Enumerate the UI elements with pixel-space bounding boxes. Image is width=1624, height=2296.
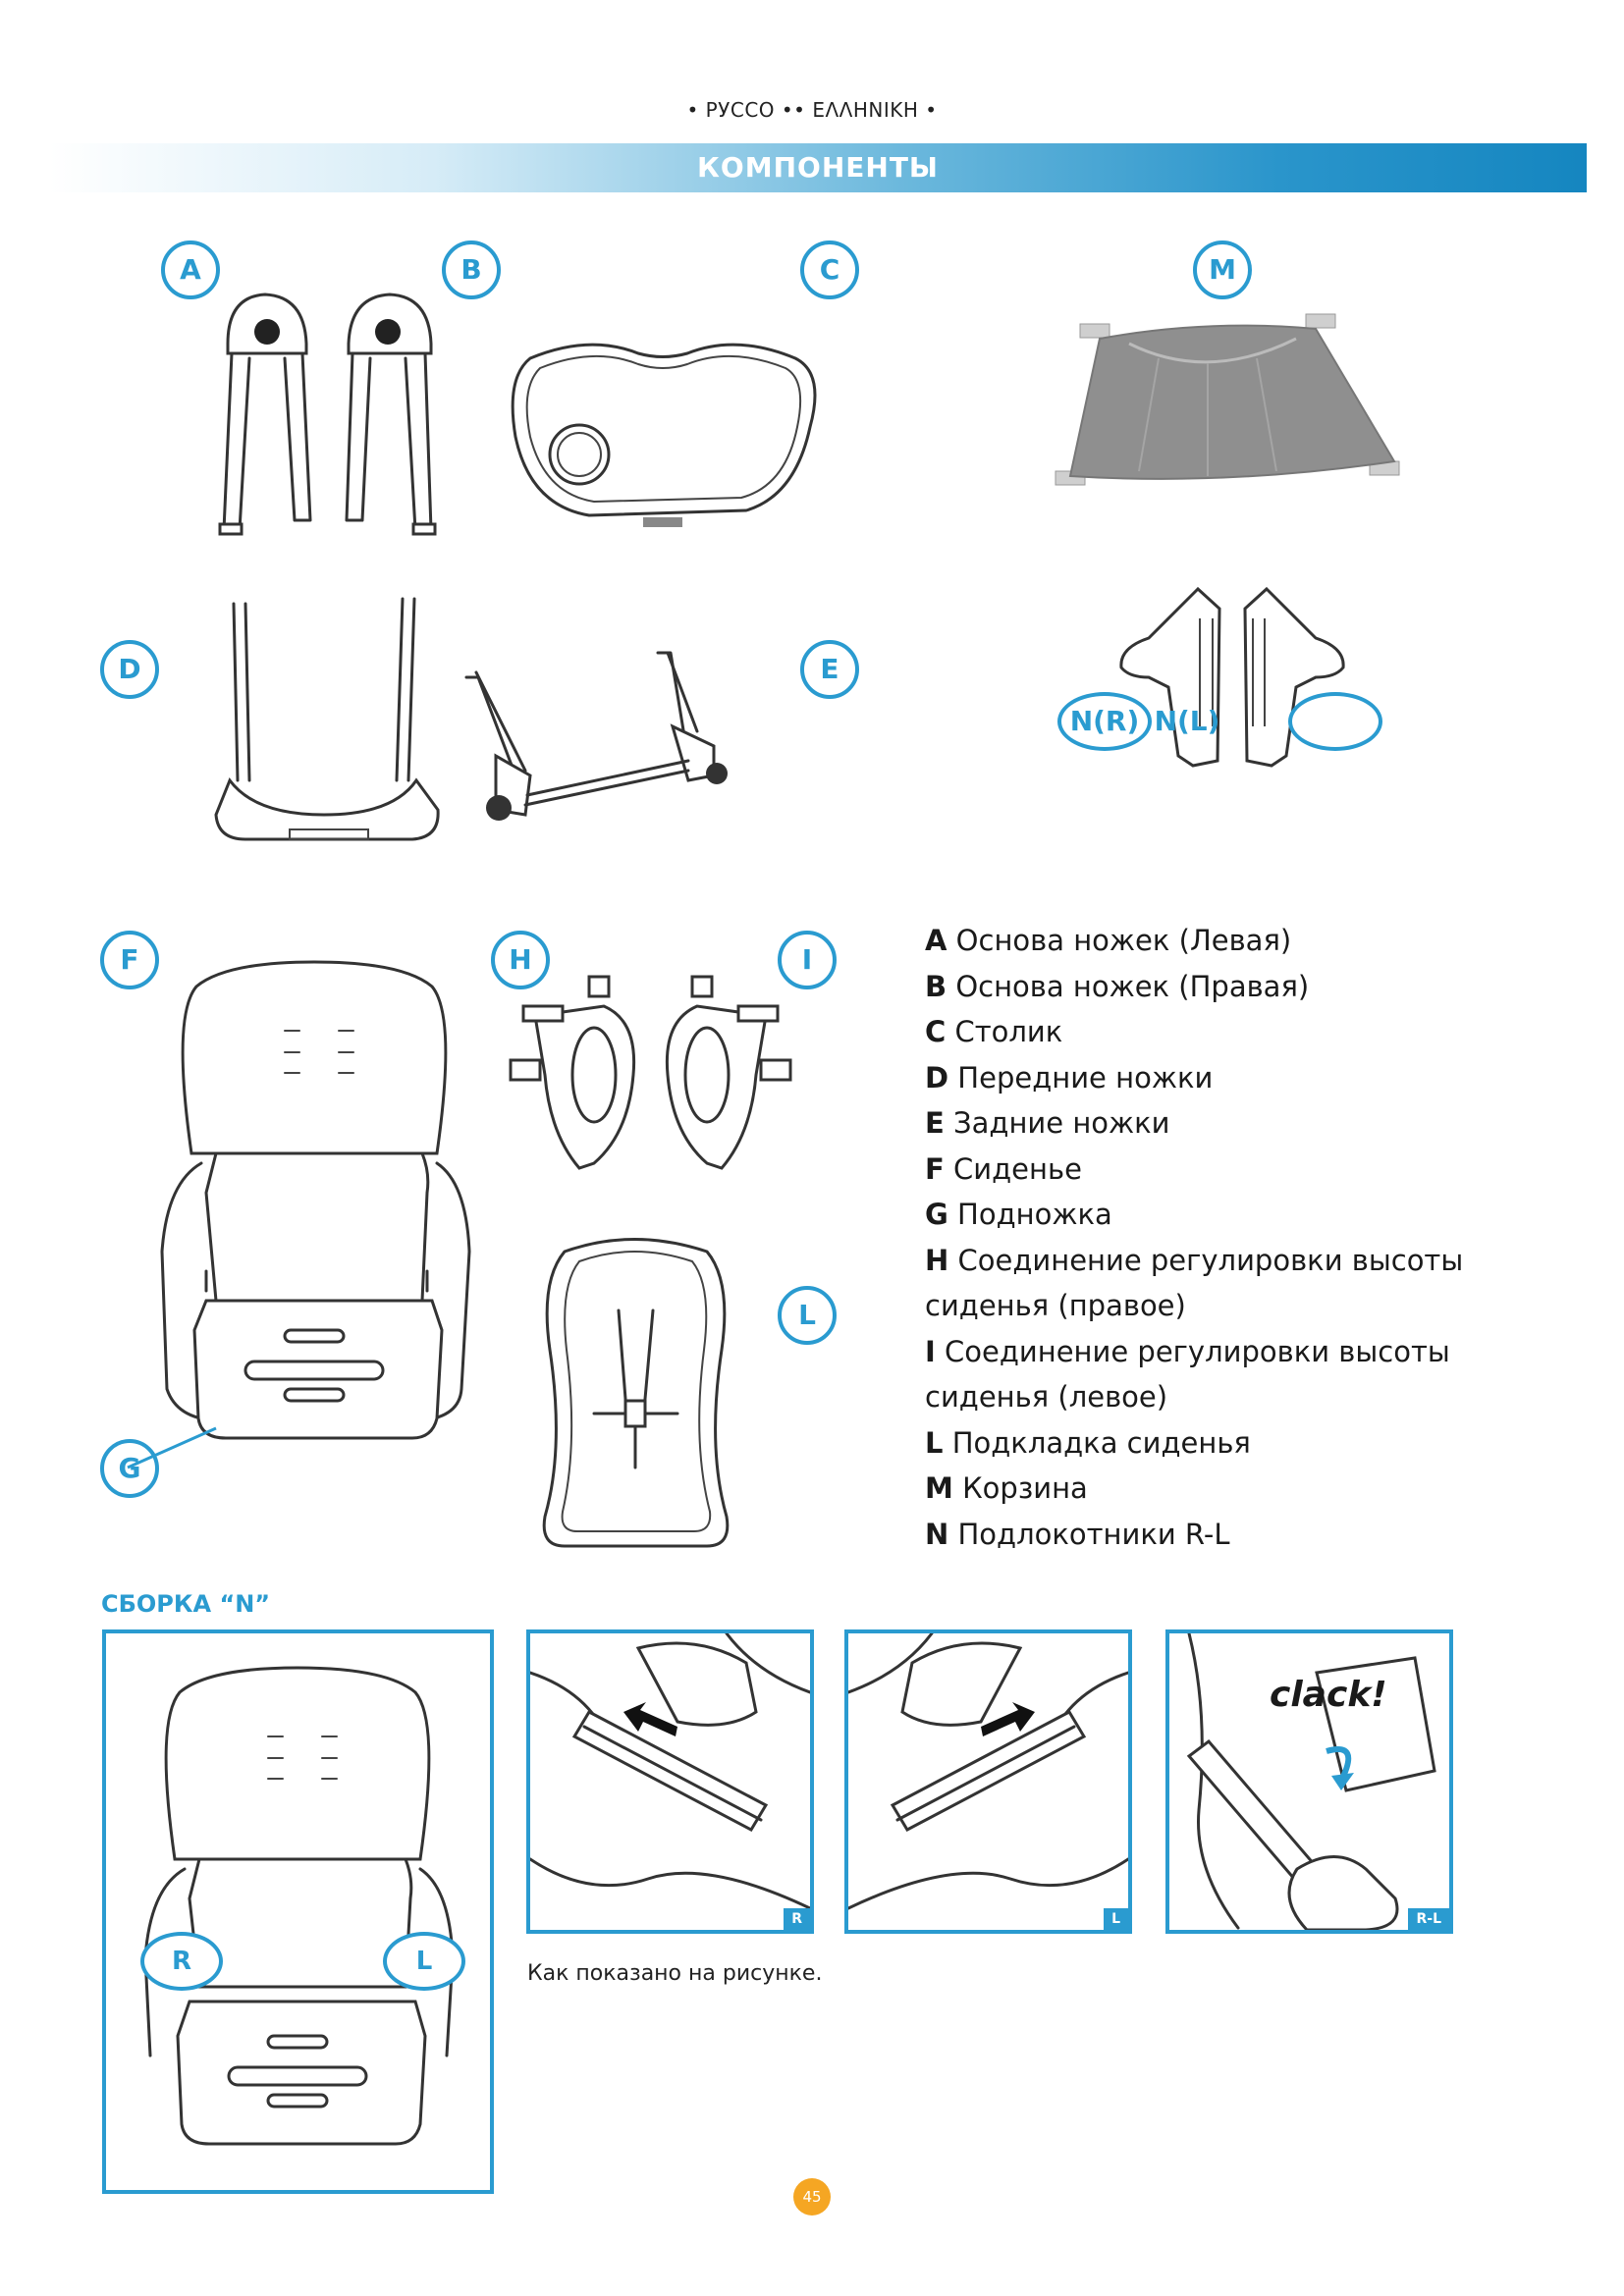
legend-row-b: B Основа ножек (Правая) [925, 969, 1310, 1003]
assembly-step-right-frame [526, 1629, 814, 1934]
legend-row-n: N Подлокотники R-L [925, 1517, 1230, 1551]
step-tag-right: R [784, 1908, 810, 1930]
armrest-r-callout: R [140, 1932, 223, 1991]
legend-row-l: L Подкладка сиденья [925, 1425, 1251, 1460]
leg-base-left-drawing [206, 285, 324, 550]
section-banner [49, 143, 1587, 192]
leg-base-right-drawing [339, 285, 457, 550]
seat-drawing [157, 957, 481, 1477]
legend-row-h-cont: сиденья (правое) [925, 1289, 1186, 1322]
page-number: 45 [793, 2178, 831, 2216]
legend-row-c: C Столик [925, 1015, 1063, 1048]
legend-row-i: I Соединение регулировки высоты [925, 1334, 1450, 1368]
legend-row-f: F Сиденье [925, 1151, 1082, 1186]
badge-h: H [491, 931, 550, 989]
legend-row-m: M Корзина [925, 1471, 1088, 1505]
legend-row-d: D Передние ножки [925, 1060, 1214, 1095]
rear-legs-drawing [457, 648, 751, 834]
assembly-title: СБОРКА “N” [101, 1590, 271, 1618]
armrest-left-label: N(L) [1154, 705, 1220, 737]
armrest-l-callout: L [383, 1932, 465, 1991]
badge-i: I [778, 931, 837, 989]
assembly-seat-drawing [140, 1663, 464, 2173]
legend-row-g: G Подножка [925, 1198, 1112, 1231]
legend-row-a: A Основа ножек (Левая) [925, 924, 1292, 957]
section-title: КОМПОНЕНТЫ [697, 151, 939, 184]
tray-drawing [501, 329, 825, 535]
click-sound-label: clack! [1270, 1675, 1387, 1715]
step-tag-both: R-L [1408, 1908, 1449, 1930]
armrest-left-callout [1288, 692, 1382, 751]
components-legend [925, 918, 1475, 1557]
basket-drawing [1021, 304, 1434, 501]
assembly-step-click-frame [1165, 1629, 1453, 1934]
legend-row-h: H Соединение регулировки высоты [925, 1243, 1464, 1277]
badge-d: D [100, 640, 159, 699]
badge-m: M [1193, 240, 1252, 299]
armrest-right-callout: N(R) [1057, 692, 1152, 751]
front-legs-drawing [206, 594, 452, 844]
height-adjusters-drawing [506, 967, 795, 1178]
badge-e: E [800, 640, 859, 699]
badge-a: A [161, 240, 220, 299]
badge-g: G [100, 1439, 159, 1498]
badge-b: B [442, 240, 501, 299]
badge-f: F [100, 931, 159, 989]
badge-c: C [800, 240, 859, 299]
assembly-caption: Как показано на рисунке. [527, 1961, 823, 1986]
assembly-overview-frame [102, 1629, 494, 2194]
step-right-drawing [530, 1633, 810, 1930]
assembly-step-left-frame [844, 1629, 1132, 1934]
step-tag-left: L [1104, 1908, 1128, 1930]
legend-row-i-cont: сиденья (левое) [925, 1380, 1168, 1414]
step-left-drawing [848, 1633, 1128, 1930]
badge-l: L [778, 1286, 837, 1345]
seat-pad-drawing [535, 1232, 736, 1556]
legend-row-e: E Задние ножки [925, 1106, 1170, 1140]
language-indicator: • РУССО •• ΕΛΛΗΝΙΚΗ • [686, 98, 938, 122]
